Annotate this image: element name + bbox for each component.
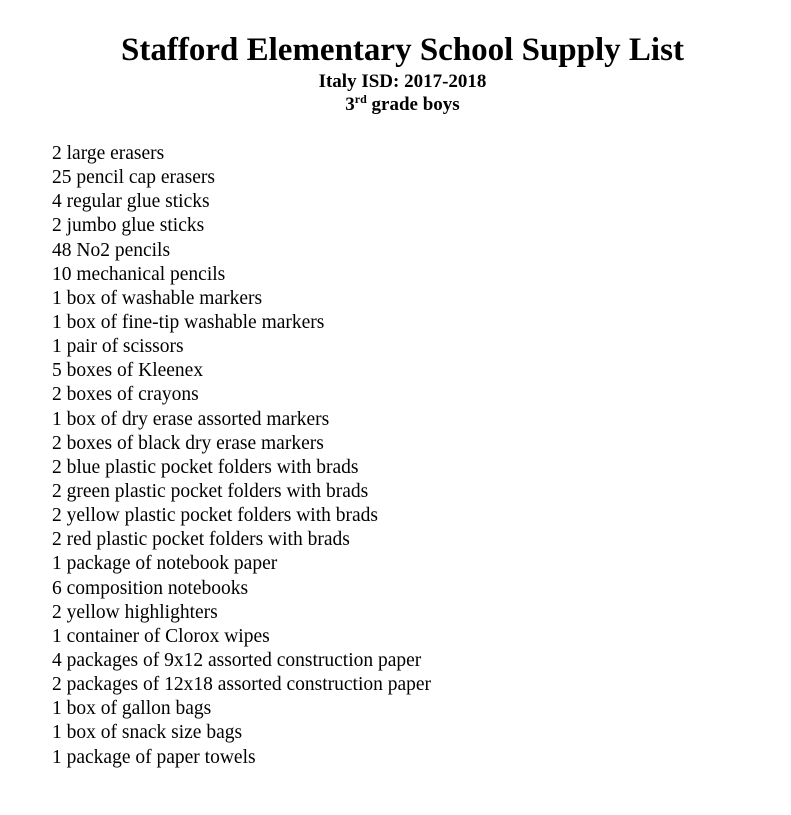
supply-item: 4 regular glue sticks <box>52 191 210 213</box>
supply-item: 2 red plastic pocket folders with brads <box>52 529 350 551</box>
supply-item: 2 large erasers <box>52 143 165 164</box>
supply-item: 1 box of dry erase assorted markers <box>52 408 330 430</box>
supply-item: 2 yellow plastic pocket folders with brads <box>52 505 379 527</box>
supply-item: 4 packages of 9x12 assorted construction paper <box>52 649 422 671</box>
supply-item: 1 container of Clorox wipes <box>52 625 270 647</box>
supply-item: 1 box of snack size bags <box>52 722 243 744</box>
supply-item: 6 composition notebooks <box>52 577 249 599</box>
supply-item: 1 package of paper towels <box>52 746 256 768</box>
supply-item: 48 No2 pencils <box>52 239 171 261</box>
supply-list <box>52 142 431 770</box>
supply-item: 2 boxes of crayons <box>52 384 199 406</box>
page-title: Stafford Elementary School Supply List <box>121 32 684 68</box>
supply-item: 1 box of gallon bags <box>52 698 212 720</box>
grade-number: 3 <box>345 94 355 115</box>
grade-heading <box>0 93 791 117</box>
supply-item: 2 green plastic pocket folders with brads <box>52 480 369 502</box>
supply-item: 2 boxes of black dry erase markers <box>52 432 324 454</box>
supply-item: 1 package of notebook paper <box>52 553 278 575</box>
supply-item: 2 yellow highlighters <box>52 601 218 623</box>
grade-ordinal-suffix: rd <box>354 92 367 106</box>
supply-item: 2 packages of 12x18 assorted construction paper <box>52 674 432 696</box>
supply-item: 1 box of washable markers <box>52 287 263 309</box>
document-header <box>0 30 791 117</box>
district-year: Italy ISD: 2017-2018 <box>318 71 487 92</box>
supply-item: 25 pencil cap erasers <box>52 167 215 189</box>
supply-item: 1 pair of scissors <box>52 336 184 358</box>
supply-item: 5 boxes of Kleenex <box>52 360 204 382</box>
supply-item: 2 blue plastic pocket folders with brads <box>52 456 359 478</box>
supply-item: 1 box of fine-tip washable markers <box>52 311 325 333</box>
supply-item: 10 mechanical pencils <box>52 263 226 285</box>
grade-text: grade boys <box>366 94 460 115</box>
supply-item: 2 jumbo glue sticks <box>52 215 205 237</box>
